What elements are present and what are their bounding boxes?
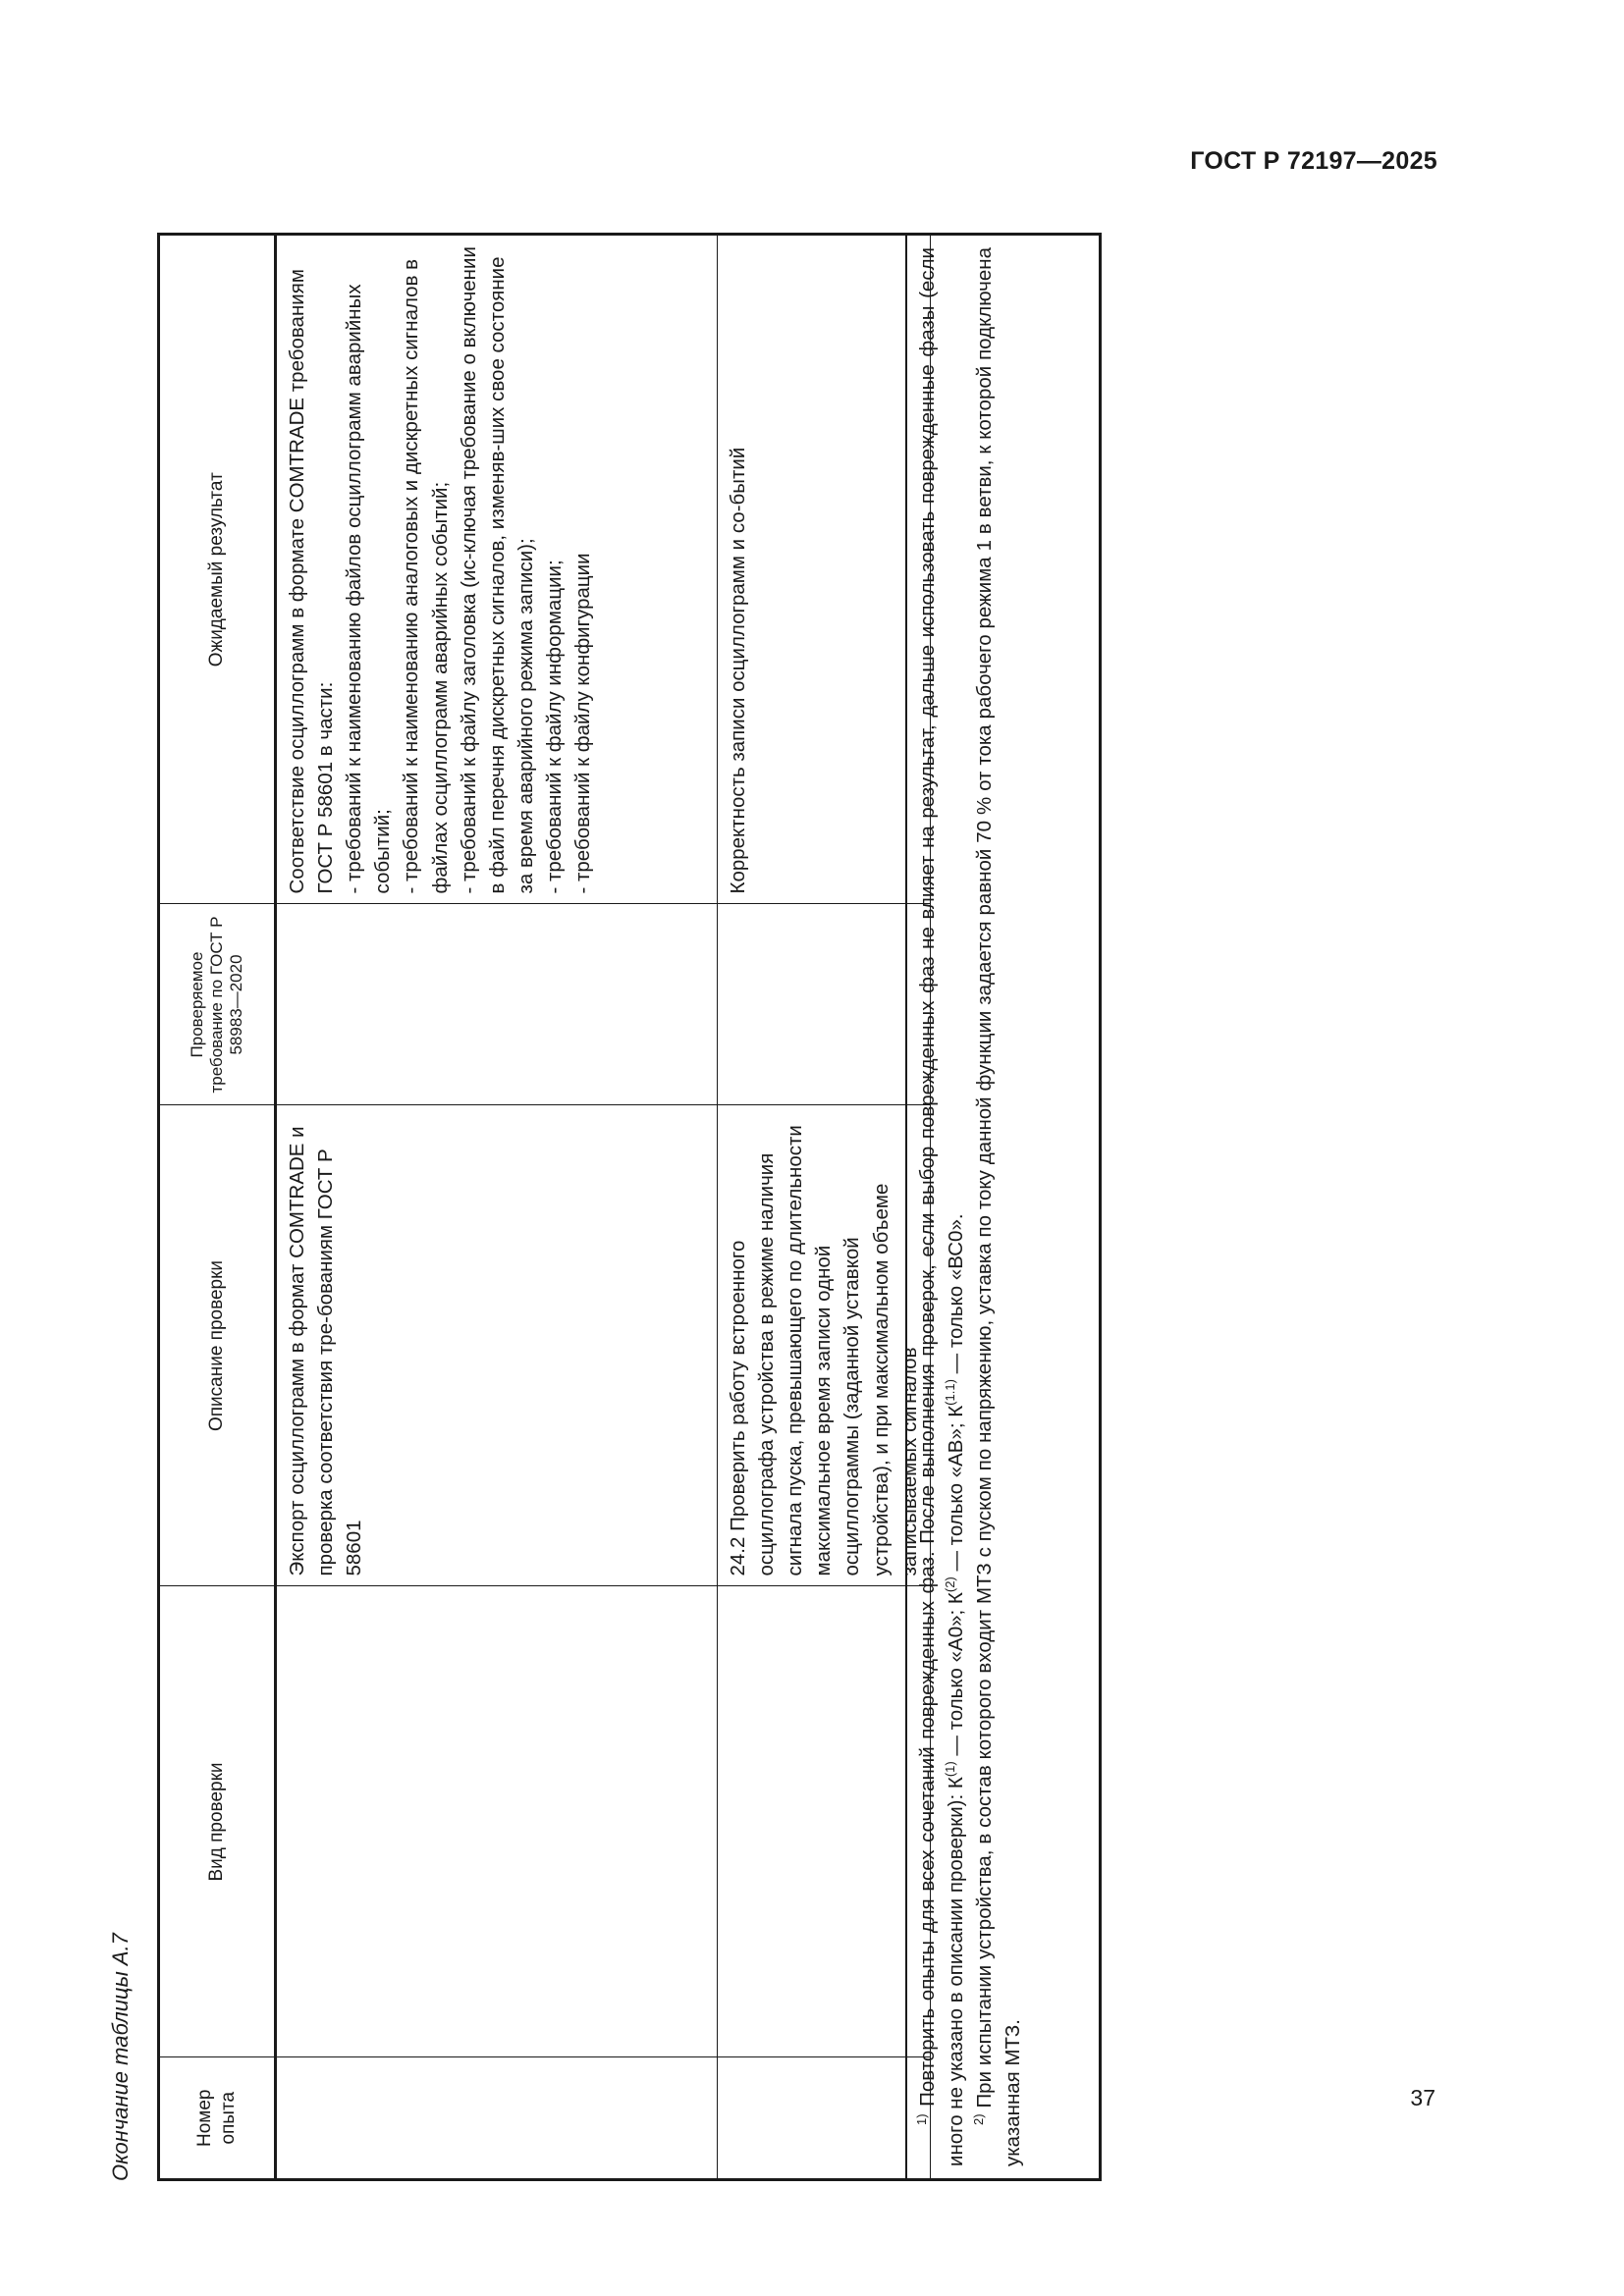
cell-expected-result bbox=[276, 236, 718, 904]
table-frame bbox=[157, 233, 1102, 2181]
rotated-table-block bbox=[108, 228, 1110, 2181]
header-expected-result: Ожидаемый результат bbox=[160, 236, 276, 904]
table-row bbox=[718, 236, 931, 2178]
expected-line: - требований к наименованию аналоговых и дискретных сигналов в файлах осциллограмм аварийных событий; bbox=[400, 258, 452, 894]
table-footnotes bbox=[905, 236, 1033, 2178]
cell-expected-result bbox=[718, 236, 931, 904]
footnote-marker: 2) bbox=[971, 2113, 987, 2125]
header-check-description: Описание проверки bbox=[160, 1105, 276, 1586]
page-number: 37 bbox=[1410, 2085, 1435, 2110]
cell-kind bbox=[718, 1586, 931, 2057]
table-header-row bbox=[160, 236, 276, 2178]
header-checked-requirement: Проверяемое требование по ГОСТ Р 58983—2020 bbox=[160, 904, 276, 1105]
test-table bbox=[160, 236, 931, 2178]
expected-line: - требований к наименованию файлов осциллограмм аварийных событий; bbox=[343, 284, 395, 894]
expected-line: Корректность записи осциллограмм и со-бытий bbox=[727, 447, 749, 894]
cell-number bbox=[276, 2057, 718, 2178]
header-check-kind: Вид проверки bbox=[160, 1586, 276, 2057]
cell-requirement bbox=[276, 904, 718, 1105]
table-continuation-caption: Окончание таблицы А.7 bbox=[108, 1933, 133, 2181]
header-test-number: Номер опыта bbox=[160, 2057, 276, 2178]
document-number: ГОСТ Р 72197—2025 bbox=[1190, 147, 1437, 175]
cell-kind bbox=[276, 1586, 718, 2057]
expected-line: - требований к файлу информации; bbox=[542, 560, 566, 894]
cell-description: Экспорт осциллограмм в формат COMTRADE и проверка соответствия тре-бованиям ГОСТ Р 58601 bbox=[276, 1105, 718, 1586]
footnote-marker: 1) bbox=[914, 2113, 930, 2125]
footnote-2: $^{2)}$ При испытании устройства, в состав которого входит МТЗ с пуском по напряжению, уставка по току данной функции задается равной 70 % от тока рабочего режима 1 в ветви, к которой подключена указанная МТЗ. bbox=[971, 247, 1025, 2166]
footnote-1: $^{1)}$ Повторить опыты для всех сочетаний поврежденных фаз. После выполнения проверок, если выбор поврежденных фаз не влияет на результат, дальше использовать поврежденные фазы (если иного не указано в описании проверки): $К^{(1)}$ — только «А0»; $К^{(2)}$ — только «АВ»; $К^{(1.1)}$ — только «ВС0». bbox=[914, 247, 968, 2166]
cell-requirement bbox=[718, 904, 931, 1105]
expected-line: - требований к файлу конфигурации bbox=[571, 553, 595, 894]
cell-description: 24.2 Проверить работу встроенного осциллографа устройства в режиме наличия сигнала пуска, превышающего по длительности максимальное время записи одной осциллограммы (заданной уставкой устройства), и при максимальном объеме записываемых сигналов bbox=[718, 1105, 931, 1586]
table-row bbox=[276, 236, 718, 2178]
expected-line: - требований к файлу заголовка (ис-ключая требование о включении в файл перечня дискретных сигналов, изменяв-ших свое состояние за время аварийного режима записи); bbox=[457, 246, 537, 894]
expected-line: Соответствие осциллограмм в формате COMTRADE требованиям ГОСТ Р 58601 в части: bbox=[286, 269, 338, 894]
cell-number bbox=[718, 2057, 931, 2178]
